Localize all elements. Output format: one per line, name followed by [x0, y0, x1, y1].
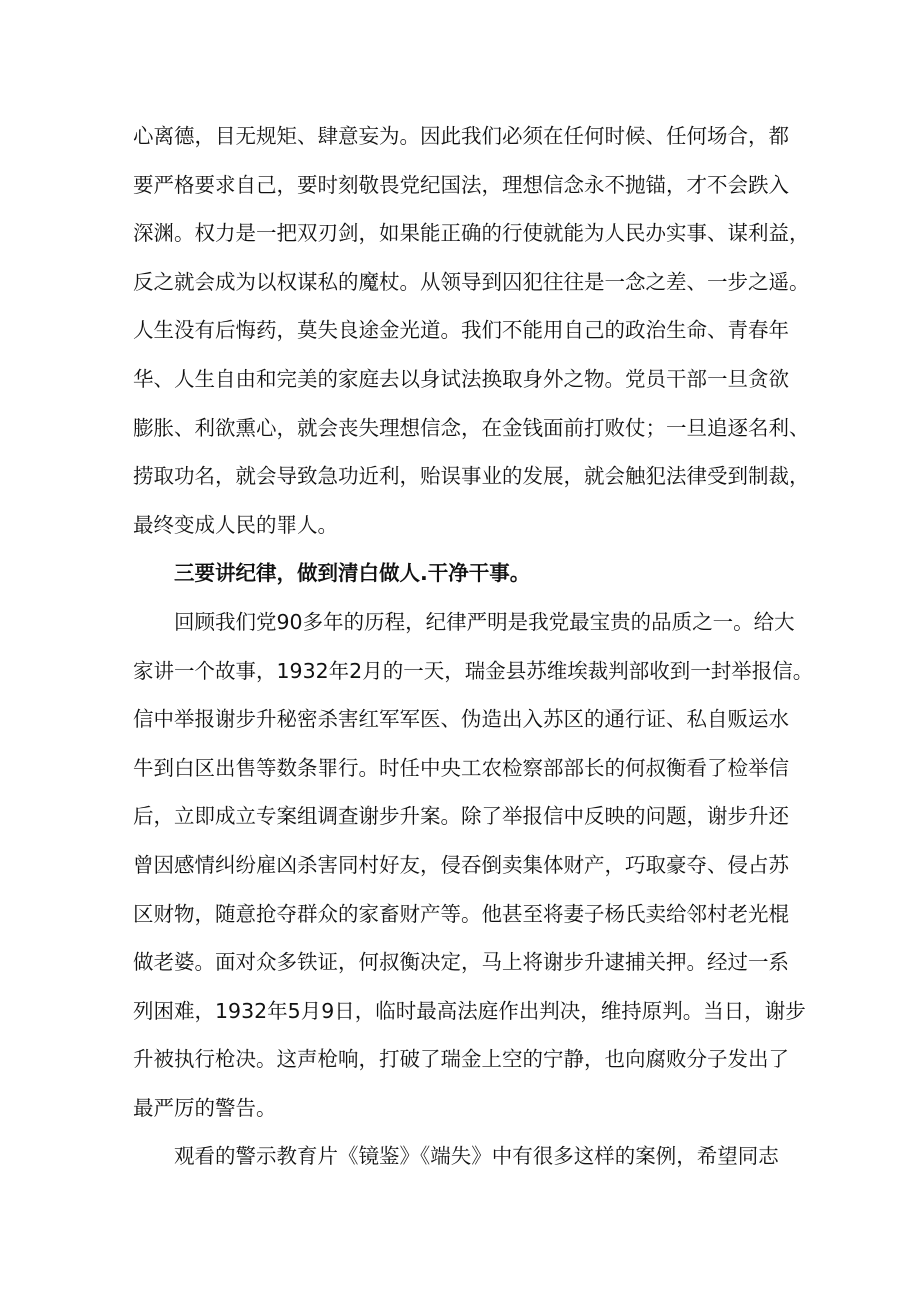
text-line: 后，立即成立专案组调查谢步升案。除了举报信中反映的问题，谢步升还 — [133, 804, 789, 829]
text-line: 列困难，1932年5月9日，临时最高法庭作出判决，维持原判。当日，谢步 — [133, 998, 806, 1023]
document-page — [133, 112, 814, 1181]
paragraph-continuation — [133, 112, 810, 549]
text-line: 最严厉的警告。 — [133, 1095, 277, 1120]
text-line: 升被执行枪决。这声枪响，打破了瑞金上空的宁静，也向腐败分子发出了 — [133, 1047, 789, 1072]
text-line: 观看的警示教育片《镜鉴》《端失》中有很多这样的案例，希望同志 — [174, 1144, 779, 1169]
text-line: 心离德，目无规矩、肆意妄为。因此我们必须在任何时候、任何场合，都 — [133, 124, 789, 148]
text-line: 家讲一个故事，1932年2月的一天，瑞金县苏维埃裁判部收到一封举报信。 — [133, 658, 814, 683]
paragraph-warning-films — [133, 1132, 803, 1181]
heading-line: 三要讲纪律，做到清白做人.干净干事。 — [174, 561, 531, 586]
text-line: 回顾我们党90多年的历程，纪律严明是我党最宝贵的品质之一。给大 — [174, 609, 795, 634]
text-line: 人生没有后悔药，莫失良途金光道。我们不能用自己的政治生命、青春年 — [133, 318, 789, 343]
text-line: 做老婆。面对众多铁证，何叔衡决定，马上将谢步升逮捕关押。经过一系 — [133, 950, 789, 975]
text-line: 膨胀、利欲熏心，就会丧失理想信念，在金钱面前打败仗；一旦追逐名利、 — [133, 415, 810, 440]
text-line: 深渊。权力是一把双刃剑，如果能正确的行使就能为人民办实事、谋利益， — [133, 221, 810, 246]
paragraph-story — [133, 598, 814, 1133]
text-line: 华、人生自由和完美的家庭去以身试法换取身外之物。党员干部一旦贪欲 — [133, 366, 789, 391]
text-line: 反之就会成为以权谋私的魔杖。从领导到囚犯往往是一念之差、一步之遥。 — [133, 269, 810, 294]
text-line: 区财物，随意抢夺群众的家畜财产等。他甚至将妻子杨氏卖给邻村老光棍 — [133, 901, 789, 926]
text-line: 曾因感情纠纷雇凶杀害同村好友，侵吞倒卖集体财产，巧取豪夺、侵占苏 — [133, 852, 789, 877]
text-line: 牛到白区出售等数条罪行。时任中央工农检察部部长的何叔衡看了检举信 — [133, 755, 789, 780]
text-line: 最终变成人民的罪人。 — [133, 512, 338, 537]
text-line: 捞取功名，就会导致急功近利，贻误事业的发展，就会触犯法律受到制裁， — [133, 464, 810, 489]
text-line: 要严格要求自己，要时刻敬畏党纪国法，理想信念永不抛锚，才不会跌入 — [133, 172, 789, 197]
section-heading — [133, 549, 803, 598]
text-line: 信中举报谢步升秘密杀害红军军医、伪造出入苏区的通行证、私自贩运水 — [133, 707, 789, 732]
